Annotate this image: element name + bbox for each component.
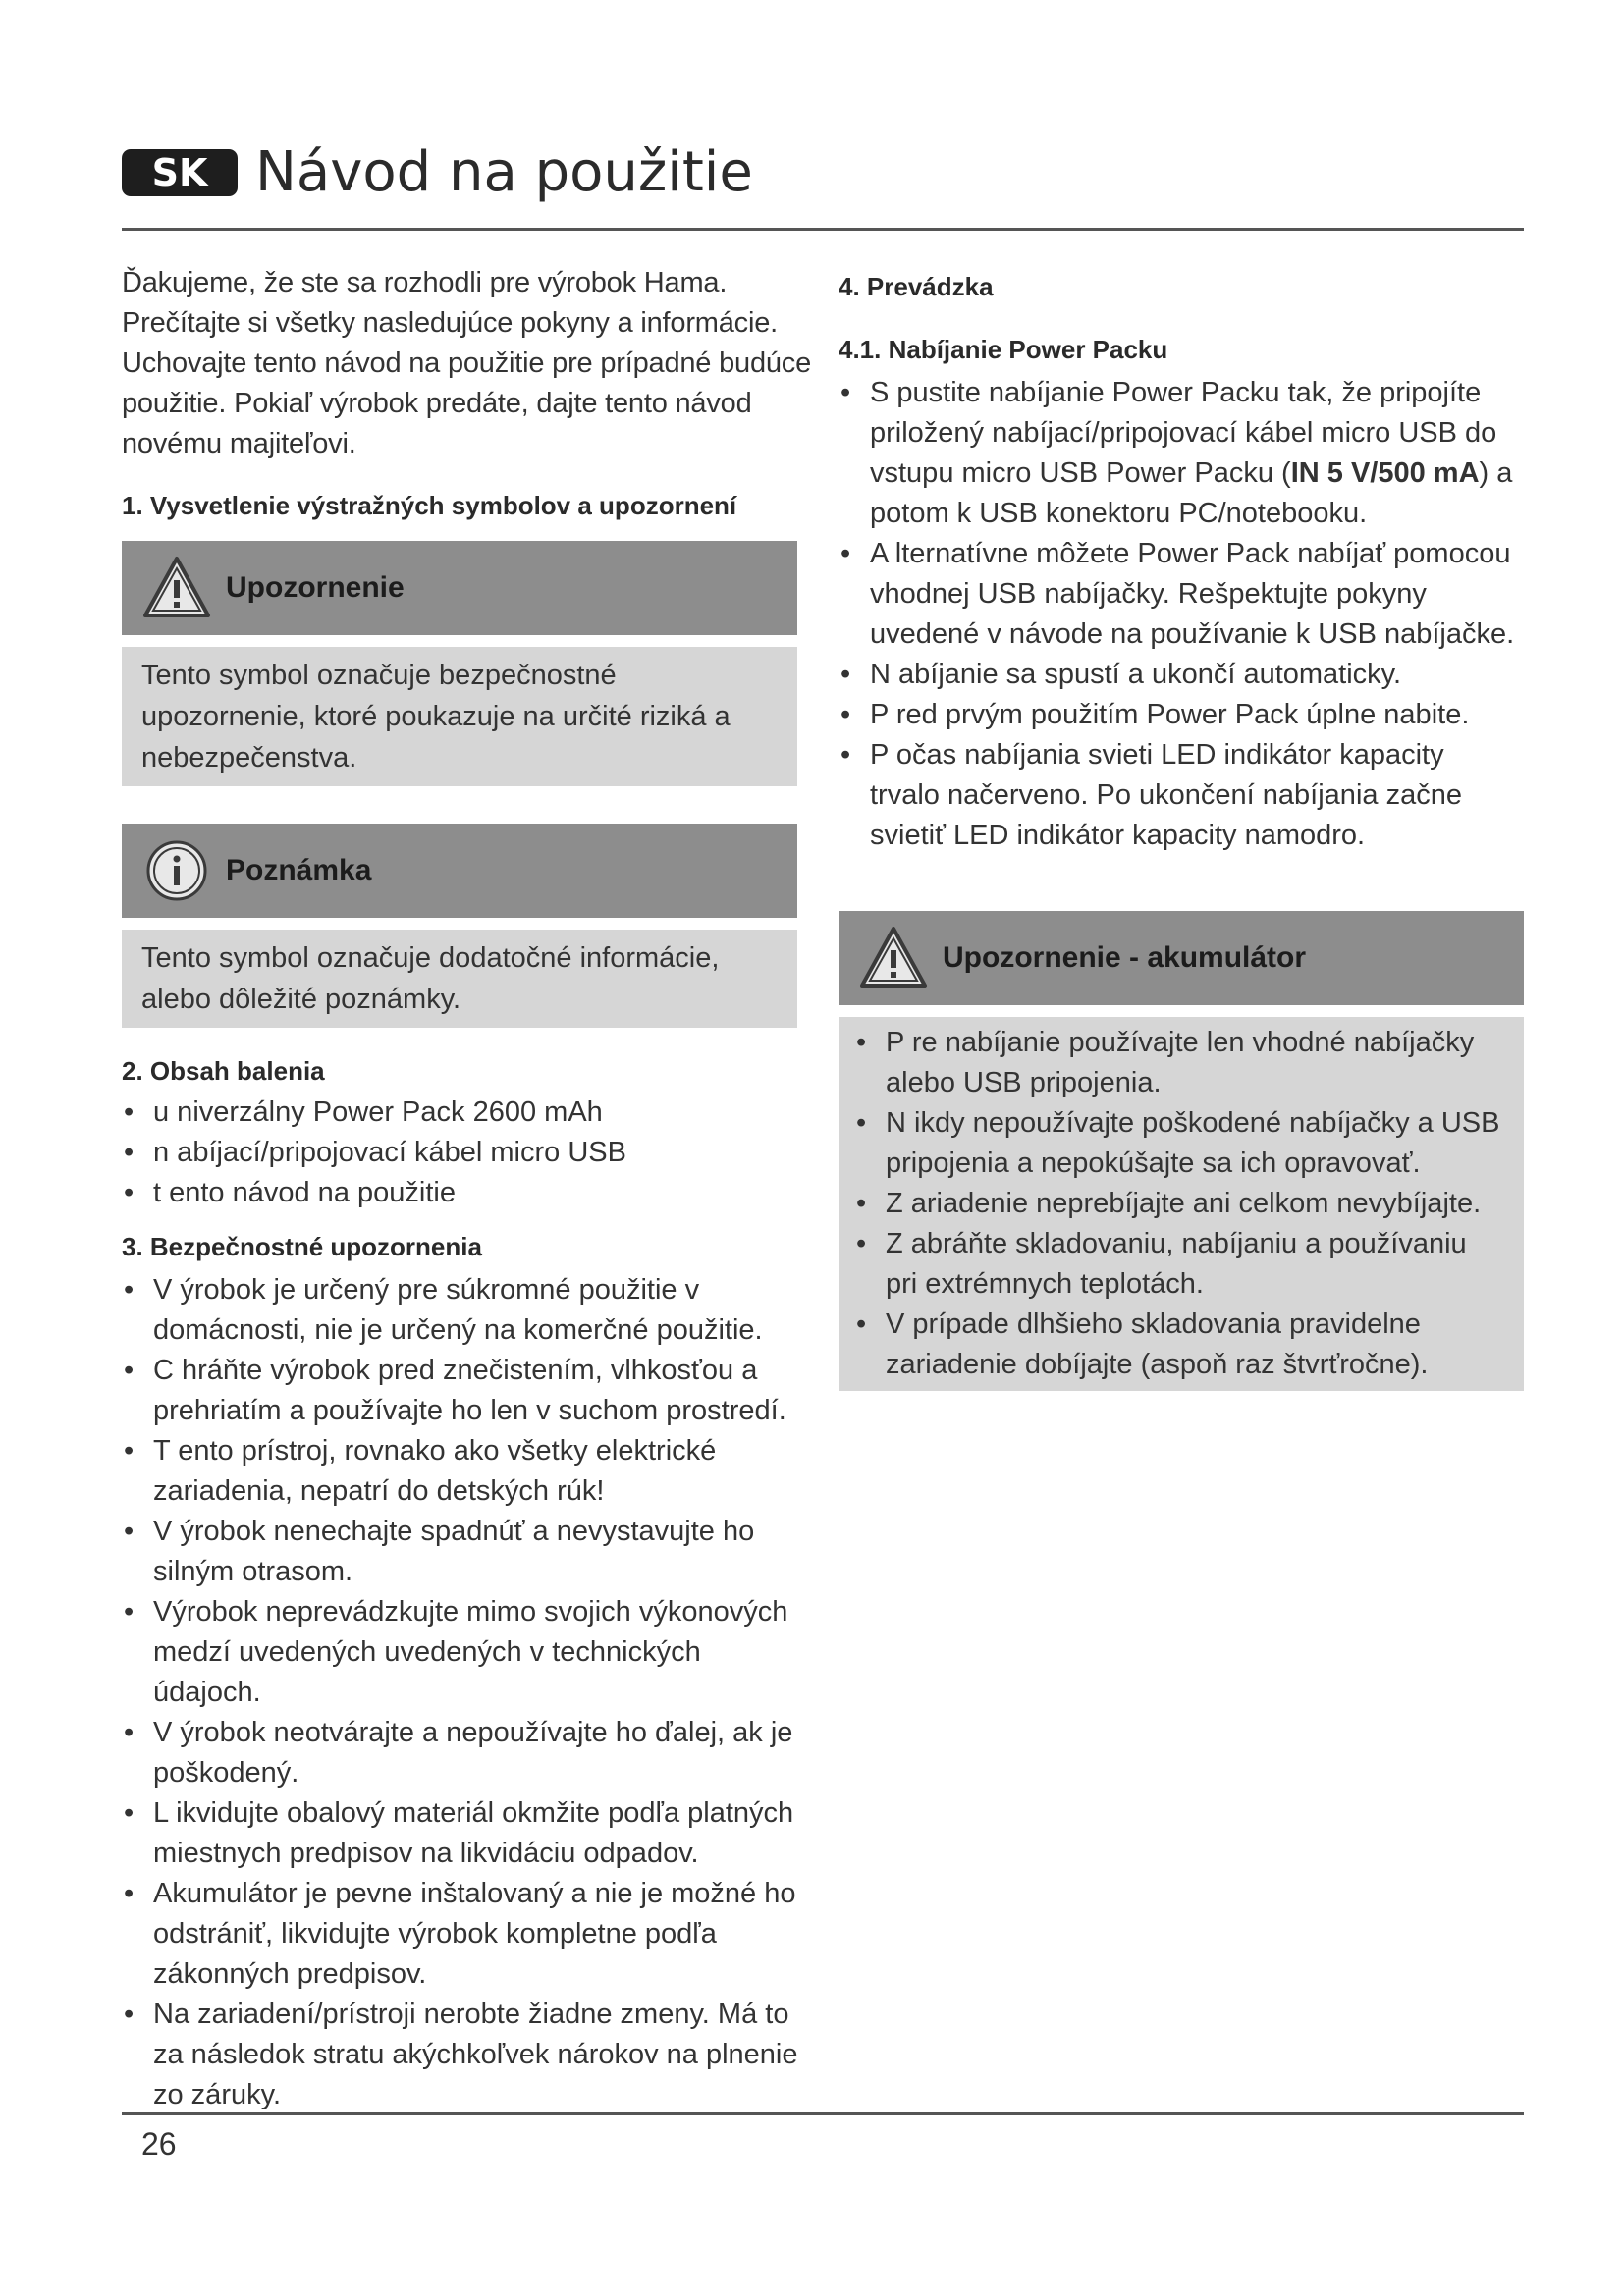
list-item: • Z ariadenie neprebíjajte ani celkom nevybíjajte. xyxy=(854,1184,1504,1224)
battery-warning-label: Upozornenie - akumulátor xyxy=(943,941,1307,974)
warning-notice-text: Tento symbol označuje bezpečnostné upozornenie, ktoré poukazuje na určité riziká a nebezpečenstva. xyxy=(122,647,797,786)
package-contents-list xyxy=(122,1093,848,1213)
battery-warning-notice xyxy=(839,911,1524,1391)
warning-notice-label: Upozornenie xyxy=(226,571,405,604)
warning-notice-header xyxy=(122,541,797,635)
warning-triangle-icon xyxy=(141,553,212,623)
section3-heading: 3. Bezpečnostné upozornenia xyxy=(122,1232,482,1261)
intro-paragraph: Ďakujeme, že ste sa rozhodli pre výrobok Hama. Prečítajte si všetky nasledujúce pokyny a informácie. Uchovajte tento návod na použitie pre prípadné budúce použitie. Pokiaľ výrobok predáte, dajte tento návod novému majiteľovi. xyxy=(122,267,812,459)
page-header xyxy=(122,137,1524,236)
list-item: • t ento návod na použitie xyxy=(122,1173,848,1213)
warning-triangle-icon xyxy=(858,923,929,993)
list-item: • V ýrobok nenechajte spadnúť a nevystavujte ho silným otrasom. xyxy=(122,1512,809,1592)
list-item: • Akumulátor je pevne inštalovaný a nie je možné ho odstrániť, likvidujte výrobok kompletne podľa zákonných predpisov. xyxy=(122,1874,809,1995)
list-item: • P red prvým použitím Power Pack úplne nabite. xyxy=(839,695,1516,735)
list-item: • u niverzálny Power Pack 2600 mAh xyxy=(122,1093,848,1133)
info-circle-icon xyxy=(141,835,212,906)
list-item: • Výrobok neprevádzkujte mimo svojich výkonových medzí uvedených uvedených v technických údajoch. xyxy=(122,1592,809,1713)
list-item: • Na zariadení/prístroji nerobte žiadne zmeny. Má to za následok stratu akýchkoľvek nárokov na plnenie zo záruky. xyxy=(122,1995,809,2115)
list-item: • N ikdy nepoužívajte poškodené nabíjačky a USB pripojenia a nepokúšajte sa ich opravovať. xyxy=(854,1103,1504,1184)
list-item: • V ýrobok neotvárajte a nepoužívajte ho ďalej, ak je poškodený. xyxy=(122,1713,809,1793)
footer-divider xyxy=(122,2112,1524,2115)
section4-1-heading: 4.1. Nabíjanie Power Packu xyxy=(839,335,1168,364)
battery-warning-list xyxy=(854,1023,1504,1385)
page-number: 26 xyxy=(141,2126,177,2162)
list-item: • V prípade dlhšieho skladovania pravidelne zariadenie dobíjajte (aspoň raz štvrťročne). xyxy=(854,1305,1504,1385)
list-item: • n abíjací/pripojovací kábel micro USB xyxy=(122,1133,848,1173)
input-rating: IN 5 V/500 mA xyxy=(1290,457,1480,489)
note-notice-text: Tento symbol označuje dodatočné informácie, alebo dôležité poznámky. xyxy=(122,930,797,1028)
language-badge: SK xyxy=(122,149,238,196)
list-item: • P očas nabíjania svieti LED indikátor kapacity trvalo načerveno. Po ukončení nabíjania začne svietiť LED indikátor kapacity namodro. xyxy=(839,735,1516,856)
page-title: Návod na použitie xyxy=(255,140,753,204)
list-item: • C hráňte výrobok pred znečistením, vlhkosťou a prehriatím a používajte ho len v suchom prostredí. xyxy=(122,1351,809,1431)
battery-warning-body xyxy=(839,1017,1524,1391)
list-item: • T ento prístroj, rovnako ako všetky elektrické zariadenia, nepatrí do detských rúk! xyxy=(122,1431,809,1512)
note-notice-header xyxy=(122,824,797,918)
list-item: • P re nabíjanie používajte len vhodné nabíjačky alebo USB pripojenia. xyxy=(854,1023,1504,1103)
list-item: • N abíjanie sa spustí a ukončí automaticky. xyxy=(839,655,1516,695)
right-column xyxy=(839,263,1526,1391)
list-item: • S pustite nabíjanie Power Packu tak, že pripojíte priložený nabíjací/pripojovací kábel micro USB do vstupu micro USB Power Packu (IN 5 V/500 mA) a potom k USB konektoru PC/notebooku. xyxy=(839,373,1516,534)
warning-notice xyxy=(122,541,797,786)
note-notice-label: Poznámka xyxy=(226,854,372,886)
section2-heading: 2. Obsah balenia xyxy=(122,1056,325,1086)
charging-list xyxy=(839,373,1516,856)
header-divider xyxy=(122,228,1524,231)
list-item: • L ikvidujte obalový materiál okmžite podľa platných miestnych predpisov na likvidáciu odpadov. xyxy=(122,1793,809,1874)
section4-heading: 4. Prevádzka xyxy=(839,272,994,301)
list-item: • A lternatívne môžete Power Pack nabíjať pomocou vhodnej USB nabíjačky. Rešpektujte pokyny uvedené v návode na používanie k USB nabíjačke. xyxy=(839,534,1516,655)
note-notice xyxy=(122,824,797,1028)
left-column xyxy=(122,263,848,2115)
list-item: • Z abráňte skladovaniu, nabíjaniu a používaniu pri extrémnych teplotách. xyxy=(854,1224,1504,1305)
battery-warning-header xyxy=(839,911,1524,1005)
list-item: • V ýrobok je určený pre súkromné použitie v domácnosti, nie je určený na komerčné použitie. xyxy=(122,1270,809,1351)
section1-heading: 1. Vysvetlenie výstražných symbolov a upozornení xyxy=(122,491,737,520)
safety-list xyxy=(122,1270,809,2115)
